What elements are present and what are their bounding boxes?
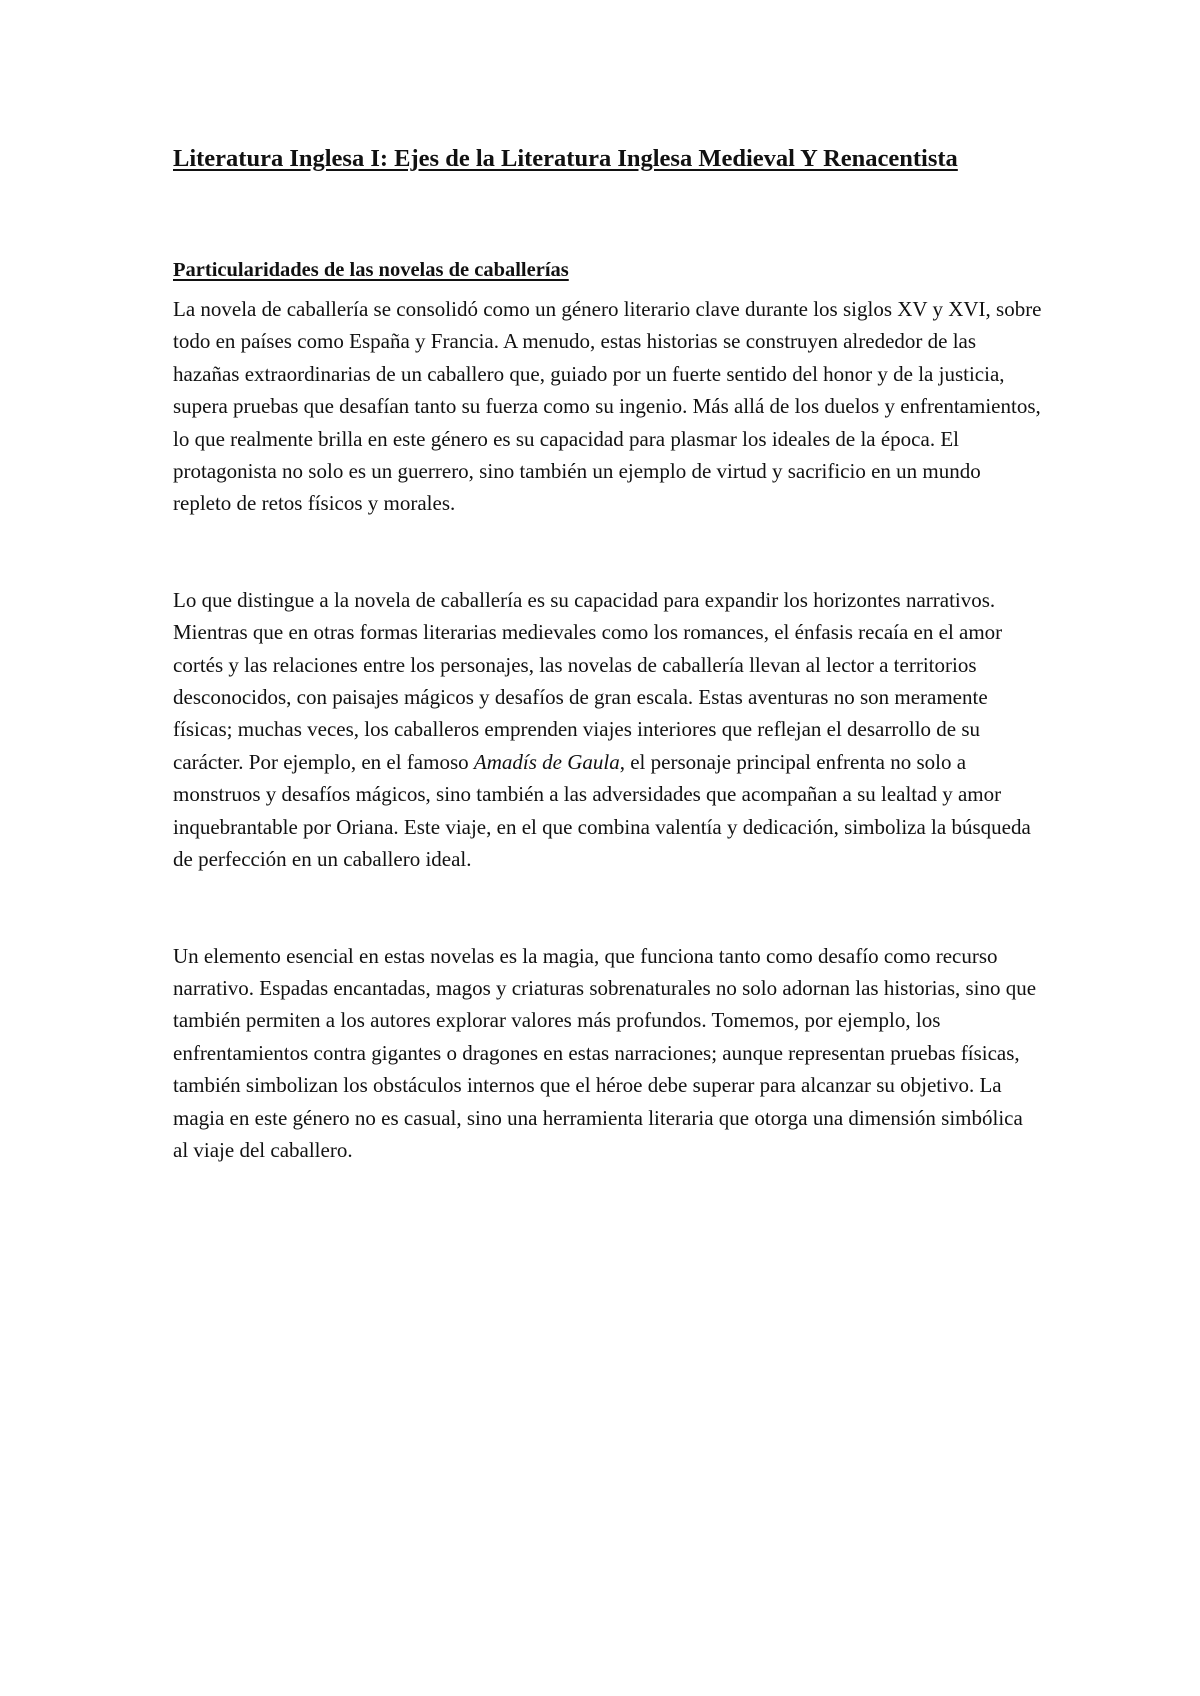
document-title: Literatura Inglesa I: Ejes de la Literatura Inglesa Medieval Y Renacentista <box>173 145 958 172</box>
paragraph-spacer <box>173 876 1043 940</box>
paragraph-2-text-start: Lo que distingue a la novela de caballería es su capacidad para expandir los horizontes narrativos. Mientras que en otras formas literarias medievales como los romances, el énfasis recaía en el amor cortés y las relaciones entre los personajes, las novelas de caballería llevan al lector a territorios desconocidos, con paisajes mágicos y desafíos de gran escala. Estas aventuras no son meramente físicas; muchas veces, los caballeros emprenden viajes interiores que reflejan el desarrollo de su carácter. Por ejemplo, en el famoso <box>173 587 1003 774</box>
document-body <box>173 140 1043 1166</box>
paragraph-3: Un elemento esencial en estas novelas es la magia, que funciona tanto como desafío como recurso narrativo. Espadas encantadas, magos y criaturas sobrenaturales no solo adornan las historias, sino que también permiten a los autores explorar valores más profundos. Tomemos, por ejemplo, los enfrentamientos contra gigantes o dragones en estas narraciones; aunque representan pruebas físicas, también simbolizan los obstáculos internos que el héroe debe superar para alcanzar su objetivo. La magia en este género no es casual, sino una herramienta literaria que otorga una dimensión simbólica al viaje del caballero. <box>173 943 1037 1162</box>
section-heading: Particularidades de las novelas de caballerías <box>173 259 569 281</box>
paragraph-2-text-end: , el personaje principal enfrenta no solo a monstruos y desafíos mágicos, sino también a las adversidades que acompañan a su lealtad y amor inquebrantable por Oriana. Este viaje, en el que combina valentía y dedicación, simboliza la búsqueda de perfección en un caballero ideal. <box>173 749 1031 872</box>
book-title-italic: Amadís de Gaula <box>473 749 620 774</box>
paragraph-spacer <box>173 520 1043 584</box>
paragraph-1: La novela de caballería se consolidó como un género literario clave durante los siglos XV y XVI, sobre todo en países como España y Francia. A menudo, estas historias se construyen alrededor de las hazañas extraordinarias de un caballero que, guiado por un fuerte sentido del honor y de la justicia, supera pruebas que desafían tanto su fuerza como su ingenio. Más allá de los duelos y enfrentamientos, lo que realmente brilla en este género es su capacidad para plasmar los ideales de la época. El protagonista no solo es un guerrero, sino también un ejemplo de virtud y sacrificio en un mundo repleto de retos físicos y morales. <box>173 297 1042 516</box>
paragraph-2 <box>173 584 1043 876</box>
